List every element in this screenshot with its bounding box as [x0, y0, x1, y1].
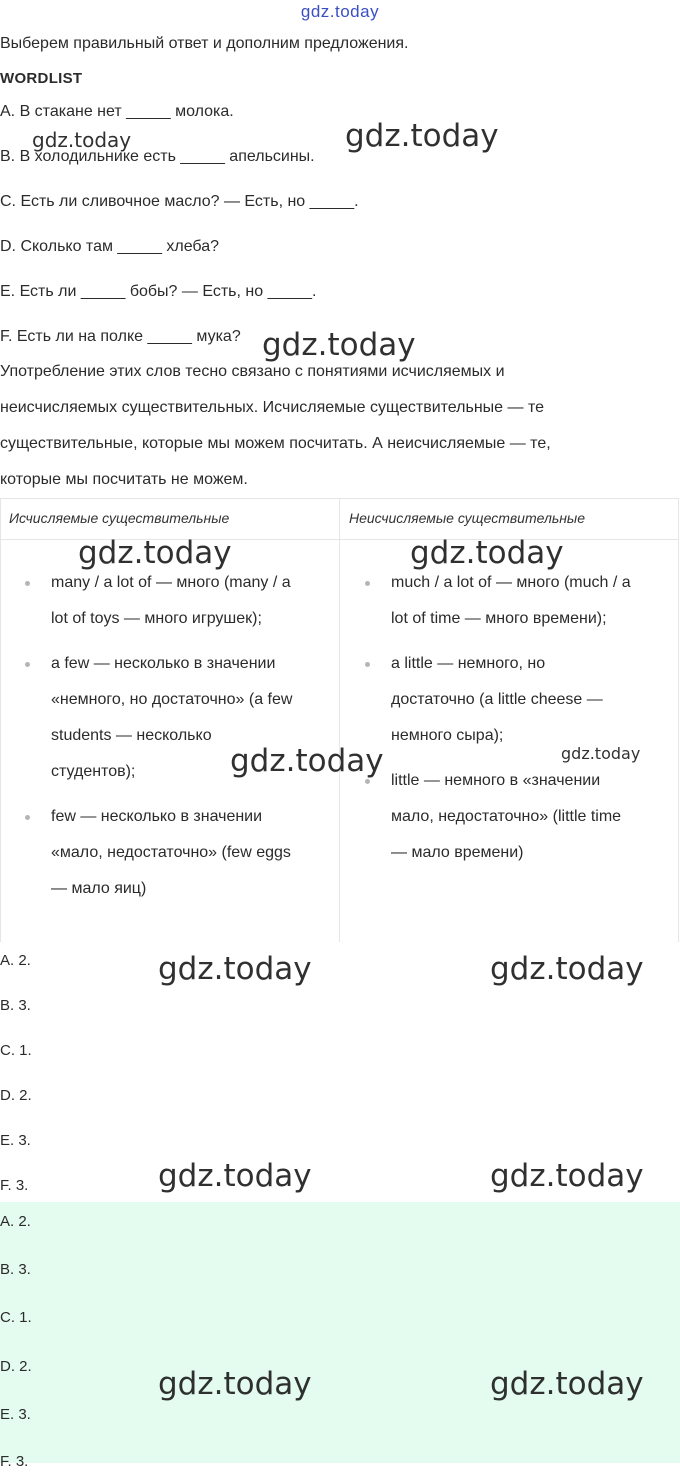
list-item-line: lot of time — много времени);: [391, 610, 607, 627]
list-item: [25, 565, 315, 637]
list-item-line: little — немного в «значении: [391, 772, 601, 789]
bullet-icon: [25, 581, 30, 586]
list-item: [365, 646, 655, 754]
list-item: [25, 799, 315, 907]
list-item-line: — мало яиц): [51, 880, 147, 897]
answer-block-highlighted: [0, 1202, 680, 1470]
question-c: C. Есть ли сливочное масло? — Есть, но _____.: [0, 193, 359, 210]
watermark: gdz.today: [561, 744, 641, 763]
list-item-line: lot of toys — много игрушек);: [51, 610, 262, 627]
bullet-icon: [365, 662, 370, 667]
answer-f: F. 3.: [0, 1177, 29, 1194]
explanation-line: Употребление этих слов тесно связано с понятиями исчисляемых и: [0, 363, 505, 380]
list-item-line: студентов);: [51, 763, 136, 780]
list-item-line: «немного, но достаточно» (a few: [51, 691, 293, 708]
bullet-icon: [25, 815, 30, 820]
list-item-line: a little — немного, но: [391, 655, 546, 672]
question-f: F. Есть ли на полке _____ мука?: [0, 328, 241, 345]
watermark: gdz.today: [490, 1366, 644, 1402]
intro-text: Выберем правильный ответ и дополним предложения.: [0, 35, 409, 52]
list-item-line: — мало времени): [391, 844, 524, 861]
watermark: gdz.today: [158, 1366, 312, 1402]
bullet-icon: [365, 779, 370, 784]
table-header-uncountable: Неисчисляемые существительные: [349, 510, 586, 526]
list-item: [365, 763, 655, 871]
list-item-line: few — несколько в значении: [51, 808, 263, 825]
watermark: gdz.today: [410, 535, 564, 571]
list-item-line: many / a lot of — много (many / a: [51, 574, 291, 591]
watermark: gdz.today: [158, 1158, 312, 1194]
answer-c: C. 1.: [0, 1309, 32, 1326]
answer-f: F. 3.: [0, 1453, 29, 1470]
explanation-line: неисчисляемых существительных. Исчисляемые существительные — те: [0, 399, 545, 416]
table-header-countable: Исчисляемые существительные: [9, 510, 230, 526]
list-item-line: students — несколько: [51, 727, 212, 744]
answer-e: E. 3.: [0, 1132, 31, 1149]
question-e: E. Есть ли _____ бобы? — Есть, но _____.: [0, 283, 317, 300]
answer-d: D. 2.: [0, 1087, 32, 1104]
bullet-icon: [25, 662, 30, 667]
answer-e: E. 3.: [0, 1406, 31, 1423]
explanation-line: существительные, которые мы можем посчитать. А неисчисляемые — те,: [0, 435, 551, 452]
site-header-logo[interactable]: gdz.today: [300, 2, 380, 21]
answer-a: A. 2.: [0, 1213, 31, 1230]
watermark: gdz.today: [158, 951, 312, 987]
watermark: gdz.today: [230, 743, 384, 779]
question-d: D. Сколько там _____ хлеба?: [0, 238, 219, 255]
list-item-line: a few — несколько в значении: [51, 655, 276, 672]
watermark: gdz.today: [490, 1158, 644, 1194]
watermark: gdz.today: [262, 327, 416, 363]
list-item-line: much / a lot of — много (much / a: [391, 574, 631, 591]
question-b: B. В холодильнике есть _____ апельсины.: [0, 148, 315, 165]
bullet-icon: [365, 581, 370, 586]
countable-list: [25, 565, 315, 916]
wordlist-title: WORDLIST: [0, 70, 83, 87]
uncountable-list: [365, 565, 655, 880]
answer-b: B. 3.: [0, 1261, 31, 1278]
explanation-line: которые мы посчитать не можем.: [0, 471, 248, 488]
watermark: gdz.today: [78, 535, 232, 571]
answer-a: A. 2.: [0, 952, 31, 969]
list-item: [365, 565, 655, 637]
list-item-line: мало, недостаточно» (little time: [391, 808, 622, 825]
answer-b: B. 3.: [0, 997, 31, 1014]
watermark: gdz.today: [345, 118, 499, 154]
answer-d: D. 2.: [0, 1358, 32, 1375]
watermark: gdz.today: [490, 951, 644, 987]
list-item-line: достаточно (a little cheese —: [391, 691, 603, 708]
watermark: gdz.today: [32, 128, 132, 152]
list-item-line: немного сыра);: [391, 727, 504, 744]
answer-c: C. 1.: [0, 1042, 32, 1059]
list-item-line: «мало, недостаточно» (few eggs: [51, 844, 291, 861]
question-a: A. В стакане нет _____ молока.: [0, 103, 234, 120]
